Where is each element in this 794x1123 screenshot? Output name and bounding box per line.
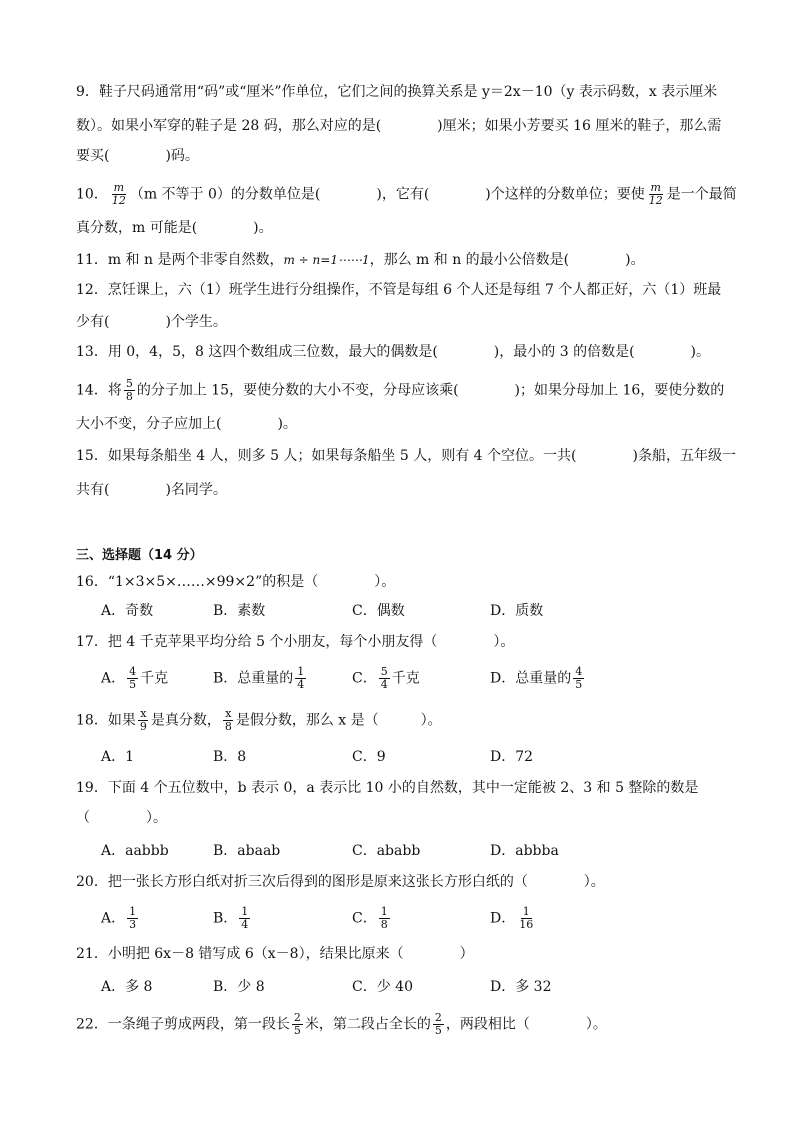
q18-text-end: 是假分数，那么 x 是（ ）。 — [235, 712, 442, 729]
q10-fraction-2: $\frac{m}{12}$ — [648, 181, 663, 207]
q18-stem — [76, 708, 442, 733]
q21-option-d[interactable]: D．多 32 — [490, 979, 552, 995]
q18-fraction-1: $\frac{x}{9}$ — [139, 707, 147, 733]
q22-fraction-1: $\frac{2}{5}$ — [293, 1011, 301, 1037]
q19-line-2: （ ）。 — [76, 810, 167, 826]
q10-fraction-1: $\frac{m}{12}$ — [111, 181, 126, 207]
q17-option-a[interactable]: A． $\frac{4}{5}$ 千克 — [101, 665, 169, 691]
q20-option-d[interactable]: D． $\frac{1}{16}$ — [490, 905, 534, 931]
q16-option-d[interactable]: D．质数 — [490, 603, 544, 619]
q10-line-1 — [76, 182, 737, 207]
q14-text-end: 的分子加上 15，要使分数的大小不变，分母应该乘( )；如果分母加上 16，要使分数的 — [136, 382, 725, 399]
q20-option-a[interactable]: A． $\frac{1}{3}$ — [101, 905, 137, 931]
q15-line-1: 15．如果每条船坐 4 人，则多 5 人；如果每条船坐 5 人，则有 4 个空位。一共( )条船，五年级一 — [76, 448, 736, 464]
q10-text: （m 不等于 0）的分数单位是( )，它有( )个这样的分数单位；要使 — [129, 186, 645, 203]
q10-line-2: 真分数，m 可能是( )。 — [76, 220, 273, 236]
q15-line-2: 共有( )名同学。 — [76, 482, 227, 498]
q19-option-b[interactable]: B．abaab — [213, 843, 281, 859]
q16-option-b[interactable]: B．素数 — [213, 603, 266, 619]
q9-line-3: 要买( )码。 — [76, 148, 199, 164]
q21-option-b[interactable]: B．少 8 — [213, 979, 265, 995]
q21-option-a[interactable]: A．多 8 — [101, 979, 153, 995]
q17-option-d[interactable]: D．总重量的 $\frac{4}{5}$ — [490, 665, 583, 691]
q16-option-c[interactable]: C．偶数 — [352, 603, 405, 619]
q11-line — [76, 250, 645, 270]
q22-text-end: ，两段相比（ ）。 — [445, 1016, 607, 1033]
q18-text-mid: 是真分数， — [150, 712, 221, 729]
q10-suffix: 是一个最简 — [666, 186, 737, 203]
q20-stem: 20．把一张长方形白纸对折三次后得到的图形是原来这张长方形白纸的（ ）。 — [76, 874, 605, 890]
q13-line: 13．用 0，4，5，8 这四个数组成三位数，最大的偶数是( )，最小的 3 的倍数是( )。 — [76, 344, 710, 360]
q11-expression: m ÷ n=1⋯⋯1 — [283, 253, 370, 267]
q16-option-a[interactable]: A．奇数 — [101, 603, 154, 619]
q18-option-b[interactable]: B．8 — [213, 749, 247, 765]
q21-option-c[interactable]: C．少 40 — [352, 979, 413, 995]
q22-text-mid: 米，第二段占全长的 — [304, 1016, 431, 1033]
q20-option-b[interactable]: B． $\frac{1}{4}$ — [213, 905, 249, 931]
q20-option-c[interactable]: C． $\frac{1}{8}$ — [352, 905, 388, 931]
q22-stem — [76, 1012, 607, 1037]
q19-option-d[interactable]: D．abbba — [490, 843, 559, 859]
q18-fraction-2: $\frac{x}{8}$ — [224, 707, 232, 733]
q14-line-1 — [76, 378, 724, 403]
q9-line-1: 9．鞋子尺码通常用“码”或“厘米”作单位，它们之间的换算关系是 y＝2x－10（y 表示码数，x 表示厘米 — [76, 84, 718, 100]
section-title: 三、选择题（14 分） — [76, 548, 203, 563]
q14-text: 14．将 — [76, 382, 122, 399]
q9-line-2: 数）。如果小军穿的鞋子是 28 码，那么对应的是( )厘米；如果小芳要买 16 厘米的鞋子，那么需 — [76, 118, 722, 134]
q14-fraction: $\frac{5}{8}$ — [125, 377, 133, 403]
q18-option-c[interactable]: C．9 — [352, 749, 386, 765]
q11-text-end: ，那么 m 和 n 的最小公倍数是( )。 — [369, 252, 645, 268]
q19-option-a[interactable]: A．aabbb — [101, 843, 169, 859]
q22-fraction-2: $\frac{2}{5}$ — [434, 1011, 442, 1037]
q19-line-1: 19．下面 4 个五位数中，b 表示 0，a 表示比 10 小的自然数，其中一定能被 2、3 和 5 整除的数是 — [76, 780, 699, 796]
q14-line-2: 大小不变，分子应加上( )。 — [76, 416, 297, 432]
q10-number: 10． — [76, 186, 108, 203]
q11-text: 11．m 和 n 是两个非零自然数， — [76, 252, 284, 268]
q19-option-c[interactable]: C．ababb — [352, 843, 421, 859]
q18-text: 18．如果 — [76, 712, 136, 729]
q18-option-d[interactable]: D．72 — [490, 749, 534, 765]
q12-line-2: 少有( )个学生。 — [76, 314, 227, 330]
q12-line-1: 12．烹饪课上，六（1）班学生进行分组操作，不管是每组 6 个人还是每组 7 个人都正好，六（1）班最 — [76, 282, 722, 298]
q17-option-b[interactable]: B．总重量的 $\frac{1}{4}$ — [213, 665, 305, 691]
q18-option-a[interactable]: A．1 — [101, 749, 135, 765]
q17-stem: 17．把 4 千克苹果平均分给 5 个小朋友，每个小朋友得（ ）。 — [76, 634, 515, 650]
q16-stem: 16．“1×3×5×……×99×2”的积是（ ）。 — [76, 574, 396, 590]
q21-stem: 21．小明把 6x－8 错写成 6（x－8），结果比原来（ ） — [76, 946, 474, 962]
q22-text: 22．一条绳子剪成两段，第一段长 — [76, 1016, 290, 1033]
q17-option-c[interactable]: C． $\frac{5}{4}$ 千克 — [352, 665, 420, 691]
